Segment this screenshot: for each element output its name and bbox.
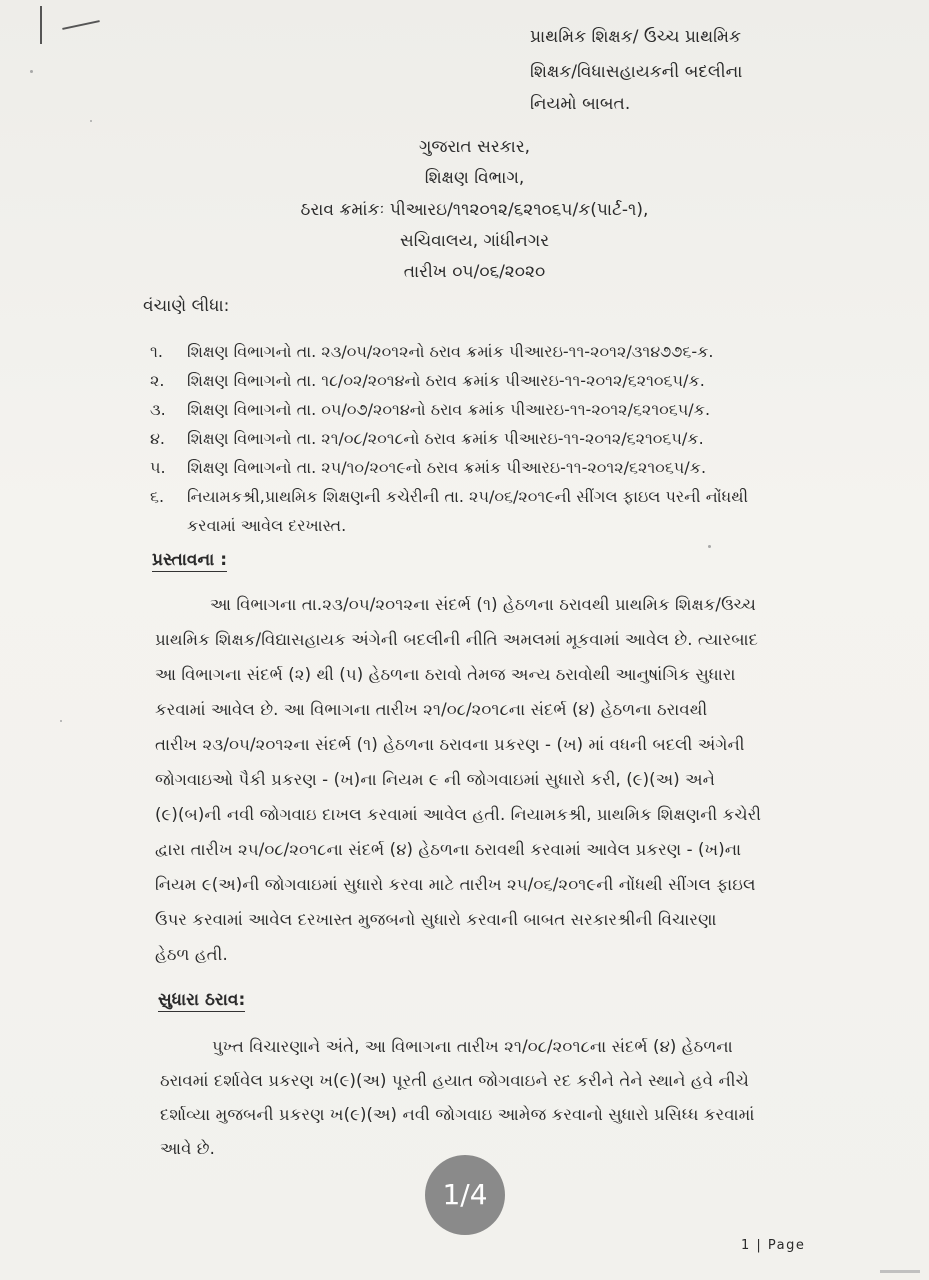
reference-text: શિક્ષણ વિભાગનો તા. ૦૫/૦૭/૨૦૧૪નો ઠરાવ ક્રમાંક પીઆરઇ-૧૧-૨૦૧૨/૬૨૧૦૬૫/ક. — [187, 400, 711, 419]
amendment-line: ઠરાવમાં દર્શાવેલ પ્રકરણ ખ(૯)(અ) પૂરતી હયાત જોગવાઇને રદ કરીને તેને સ્થાને હવે નીચે — [160, 1071, 749, 1090]
preamble-line: દ્વારા તારીખ ૨૫/૦૮/૨૦૧૮ના સંદર્ભ (૪) હેઠળના ઠરાવથી કરવામાં આવેલ પ્રકરણ - (ખ)ના — [155, 840, 742, 859]
preamble-line: નિયમ ૯(અ)ની જોગવાઇમાં સુધારો કરવા માટે તારીખ ૨૫/૦૬/૨૦૧૯ની નોંધથી સીંગલ ફાઇલ — [155, 875, 756, 894]
resolution-date: તારીખ ૦૫/૦૬/૨૦૨૦ — [403, 262, 546, 282]
preamble-line: પ્રાથમિક શિક્ષક/વિદ્યાસહાયક અંગેની બદલીની નીતિ અમલમાં મૂકવામાં આવેલ છે. ત્યારબાદ — [155, 630, 758, 649]
reference-number: ૨. — [150, 371, 165, 390]
resolution-number: ઠરાવ ક્રમાંકઃ પીઆરઇ/૧૧૨૦૧૨/૬૨૧૦૬૫/ક(પાર્ટ-૧), — [300, 200, 649, 220]
reference-number: ૪. — [150, 429, 166, 448]
preamble-line: જોગવાઇઓ પૈકી પ્રકરણ - (ખ)ના નિયમ ૯ ની જોગવાઇમાં સુધારો કરી, (૯)(અ) અને — [155, 770, 716, 789]
amendment-line: આવે છે. — [160, 1139, 216, 1158]
subject-line: શિક્ષક/વિધાસહાયકની બદલીના — [530, 62, 743, 82]
amendment-line: દર્શાવ્યા મુજબની પ્રકરણ ખ(૯)(અ) નવી જોગવાઇ આમેજ કરવાનો સુધારો પ્રસિધ્ધ કરવામાં — [160, 1105, 755, 1124]
reference-number: ૬. — [150, 487, 165, 506]
scan-mark — [40, 6, 42, 44]
place: સચિવાલય, ગાંધીનગર — [399, 231, 550, 251]
reference-text: શિક્ષણ વિભાગનો તા. ૨૩/૦૫/૨૦૧૨નો ઠરાવ ક્રમાંક પીઆરઇ-૧૧-૨૦૧૨/૩૧૪૭૭૬-ક. — [187, 342, 714, 361]
page-indicator-badge[interactable]: 1/4 — [425, 1155, 505, 1235]
preamble-line: કરવામાં આવેલ છે. આ વિભાગના તારીખ ૨૧/૦૮/૨૦૧૮ના સંદર્ભ (૪) હેઠળના ઠરાવથી — [155, 700, 708, 719]
reference-number: ૧. — [150, 342, 163, 361]
subject-line: નિયમો બાબત. — [530, 94, 631, 114]
scan-speck — [708, 545, 711, 548]
reference-text: નિયામકશ્રી,પ્રાથમિક શિક્ષણની કચેરીની તા. ૨૫/૦૬/૨૦૧૯ની સીંગલ ફાઇલ પરની નોંધથી — [187, 487, 749, 506]
reference-text: શિક્ષણ વિભાગનો તા. ૨૧/૦૮/૨૦૧૮નો ઠરાવ ક્રમાંક પીઆરઇ-૧૧-૨૦૧૨/૬૨૧૦૬૫/ક. — [187, 429, 704, 448]
reference-text: શિક્ષણ વિભાગનો તા. ૨૫/૧૦/૨૦૧૯નો ઠરાવ ક્રમાંક પીઆરઇ-૧૧-૨૦૧૨/૬૨૧૦૬૫/ક. — [187, 458, 707, 477]
reference-number: ૩. — [150, 400, 166, 419]
preamble-line: આ વિભાગના સંદર્ભ (૨) થી (૫) હેઠળના ઠરાવો તેમજ અન્ય ઠરાવોથી આનુષાંગિક સુધારા — [155, 665, 736, 684]
read-label: વંચાણે લીધા: — [143, 296, 230, 316]
preamble-line: હેઠળ હતી. — [155, 945, 228, 964]
government-name: ગુજરાત સરકાર, — [418, 137, 531, 157]
preamble-heading: પ્રસ્તાવના : — [152, 550, 228, 570]
reference-text: શિક્ષણ વિભાગનો તા. ૧૮/૦૨/૨૦૧૪નો ઠરાવ ક્રમાંક પીઆરઇ-૧૧-૨૦૧૨/૬૨૧૦૬૫/ક. — [187, 371, 705, 390]
reference-text-continued: કરવામાં આવેલ દરખાસ્ત. — [187, 516, 347, 535]
subject-line: પ્રાથમિક શિક્ષક/ ઉચ્ચ પ્રાથમિક — [530, 27, 741, 47]
scan-speck — [90, 120, 92, 122]
preamble-line: આ વિભાગના તા.૨૩/૦૫/૨૦૧૨ના સંદર્ભ (૧) હેઠળના ઠરાવથી પ્રાથમિક શિક્ષક/ઉચ્ચ — [210, 595, 756, 614]
page-footer: 1 | Page — [741, 1238, 806, 1253]
amendment-line: પુખ્ત વિચારણાને અંતે, આ વિભાગના તારીખ ૨૧/૦૮/૨૦૧૮ના સંદર્ભ (૪) હેઠળના — [212, 1037, 733, 1056]
scan-mark — [62, 20, 100, 30]
preamble-line: તારીખ ૨૩/૦૫/૨૦૧૨ના સંદર્ભ (૧) હેઠળના ઠરાવના પ્રકરણ - (ખ) માં વધની બદલી અંગેની — [155, 735, 745, 754]
scan-speck — [60, 720, 62, 722]
scan-speck — [880, 1270, 920, 1273]
preamble-line: ઉપર કરવામાં આવેલ દરખાસ્ત મુજબનો સુધારો કરવાની બાબત સરકારશ્રીની વિચારણા — [155, 910, 717, 929]
amendment-heading: સુધારા ઠરાવ: — [158, 990, 246, 1010]
department-name: શિક્ષણ વિભાગ, — [424, 168, 525, 188]
preamble-line: (૯)(બ)ની નવી જોગવાઇ દાખલ કરવામાં આવેલ હતી. નિયામકશ્રી, પ્રાથમિક શિક્ષણની કચેરી — [155, 805, 762, 824]
scan-speck — [30, 70, 33, 73]
reference-number: ૫. — [150, 458, 166, 477]
